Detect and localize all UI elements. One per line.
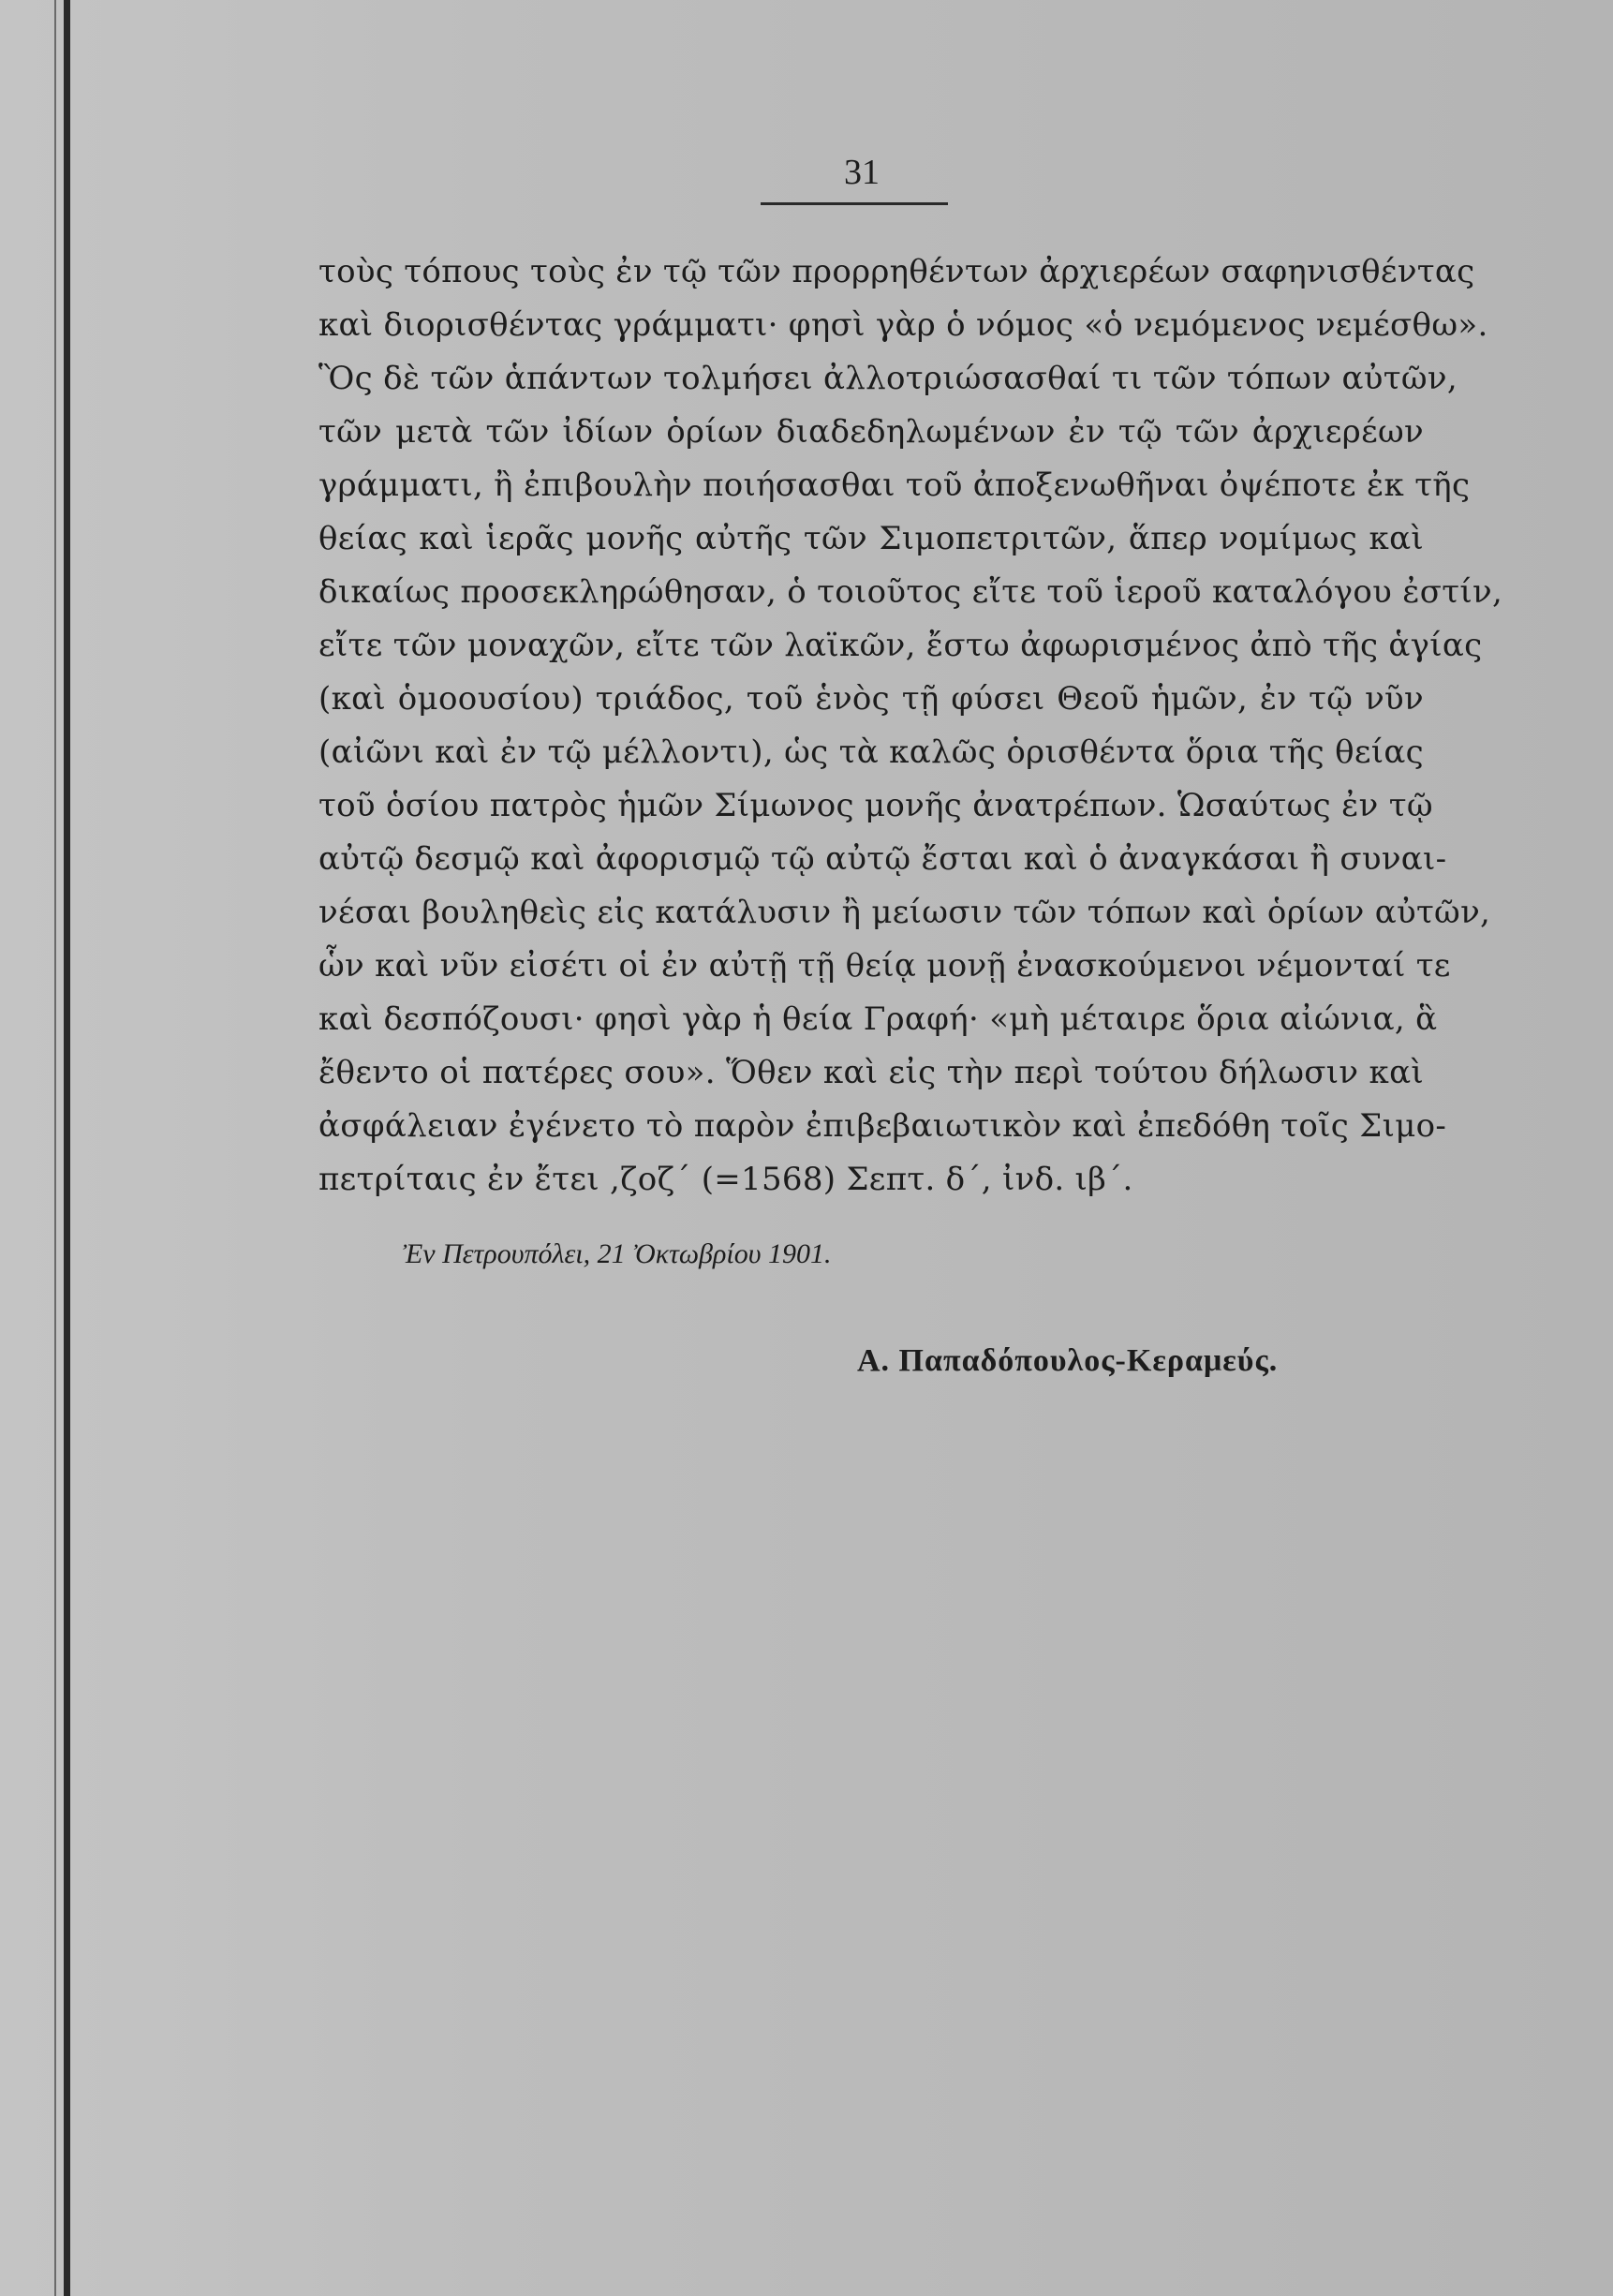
text-line: ἀσφάλειαν ἐγένετο τὸ παρὸν ἐπιβεβαιωτικὸν καὶ ἐπεδόθη τοῖς Σιμο- bbox=[318, 1107, 1447, 1145]
text-line: γράμματι, ἢ ἐπιβουλὴν ποιήσασθαι τοῦ ἀποξενωθῆναι ὀψέποτε ἐκ τῆς bbox=[318, 467, 1471, 504]
text-line: καὶ δεσπόζουσι· φησὶ γὰρ ἡ θεία Γραφή· «μὴ μέταιρε ὅρια αἰώνια, ἃ bbox=[318, 1000, 1438, 1038]
text-line: καὶ διορισθέντας γράμματι· φησὶ γὰρ ὁ νόμος «ὁ νεμόμενος νεμέσθω». bbox=[318, 306, 1488, 344]
text-line: ὧν καὶ νῦν εἰσέτι οἱ ἐν αὐτῇ τῇ θείᾳ μονῇ ἐνασκούμενοι νέμονταί τε bbox=[318, 947, 1451, 985]
text-line: ἔθεντο οἱ πατέρες σου». Ὅθεν καὶ εἰς τὴν περὶ τούτου δήλωσιν καὶ bbox=[318, 1054, 1424, 1091]
text-line: εἴτε τῶν μοναχῶν, εἴτε τῶν λαϊκῶν, ἔστω ἀφωρισμένος ἀπὸ τῆς ἁγίας bbox=[318, 627, 1483, 664]
text-line: δικαίως προσεκληρώθησαν, ὁ τοιοῦτος εἴτε τοῦ ἱεροῦ καταλόγου ἐστίν, bbox=[318, 573, 1503, 611]
text-line: θείας καὶ ἱερᾶς μονῆς αὐτῆς τῶν Σιμοπετριτῶν, ἅπερ νομίμως καὶ bbox=[318, 520, 1424, 557]
text-line: αὐτῷ δεσμῷ καὶ ἀφορισμῷ τῷ αὐτῷ ἔσται καὶ ὁ ἀναγκάσαι ἢ συναι- bbox=[318, 840, 1447, 878]
author-signature: Α. Παπαδόπουλος-Κεραμεύς. bbox=[857, 1343, 1279, 1378]
dateline: Ἐν Πετρουπόλει, 21 Ὀκτωβρίου 1901. bbox=[403, 1238, 832, 1269]
binding-edge-thin bbox=[54, 0, 56, 2296]
text-line: τῶν μετὰ τῶν ἰδίων ὁρίων διαδεδηλωμένων ἐν τῷ τῶν ἀρχιερέων bbox=[318, 413, 1424, 451]
binding-edge bbox=[64, 0, 70, 2296]
text-line: πετρίταις ἐν ἔτει ,ζοζ΄ (=1568) Σεπτ. δ΄, ἰνδ. ιβ΄. bbox=[318, 1161, 1133, 1198]
text-line: Ὃς δὲ τῶν ἁπάντων τολμήσει ἀλλοτριώσασθαί τι τῶν τόπων αὐτῶν, bbox=[318, 360, 1458, 397]
page-number-rule bbox=[761, 202, 948, 205]
text-line: (καὶ ὁμοουσίου) τριάδος, τοῦ ἑνὸς τῇ φύσει Θεοῦ ἡμῶν, ἐν τῷ νῦν bbox=[318, 680, 1424, 718]
body-text bbox=[318, 245, 1503, 1207]
text-line: τοὺς τόπους τοὺς ἐν τῷ τῶν προρρηθέντων ἀρχιερέων σαφηνισθέντας bbox=[318, 253, 1475, 290]
page-number: 31 bbox=[844, 153, 880, 192]
text-line: νέσαι βουληθεὶς εἰς κατάλυσιν ἢ μείωσιν τῶν τόπων καὶ ὁρίων αὐτῶν, bbox=[318, 894, 1491, 931]
text-line: τοῦ ὁσίου πατρὸς ἡμῶν Σίμωνος μονῆς ἀνατρέπων. Ὡσαύτως ἐν τῷ bbox=[318, 787, 1433, 824]
text-line: (αἰῶνι καὶ ἐν τῷ μέλλοντι), ὡς τὰ καλῶς ὁρισθέντα ὅρια τῆς θείας bbox=[318, 733, 1424, 771]
